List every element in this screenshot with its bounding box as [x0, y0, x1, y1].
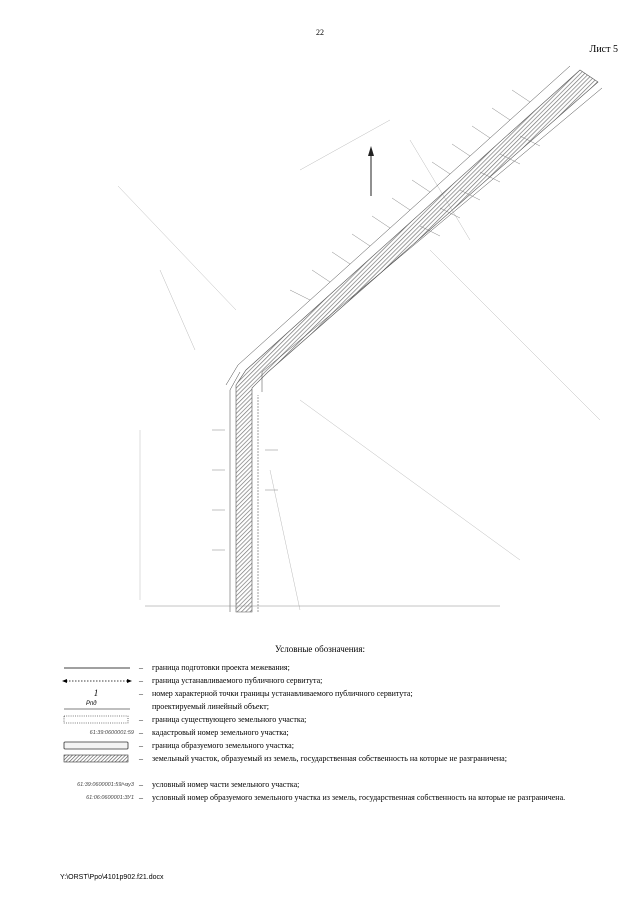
dotted-arrow-line-symbol [60, 675, 132, 686]
solid-line-symbol [60, 662, 132, 673]
legend-text: граница существующего земельного участка; [152, 715, 307, 724]
legend-dash: – [139, 689, 143, 698]
legend-item-point-number [60, 688, 580, 700]
legend-item-existing-parcel [60, 714, 580, 726]
legend-text: номер характерной точки границы устанавливаемого публичного сервитута; [152, 689, 413, 698]
footer-file-path: Y:\ORST\Ppo\4101p902.f21.docx [60, 874, 164, 881]
map-background-lines [118, 120, 600, 610]
page-number: 22 [316, 28, 324, 37]
legend-dash: – [139, 780, 143, 789]
legend-dash: – [139, 741, 143, 750]
cadastral-number-sample: 61:39:0600001:59 [89, 730, 134, 736]
legend-text: граница устанавливаемого публичного сервитута; [152, 676, 323, 685]
legend-dash: – [139, 793, 143, 802]
legend-text: условный номер образуемого земельного участка из земель, государственная собственность на которые не разграничена. [152, 793, 566, 802]
legend-text: проектируемый линейный объект; [152, 702, 269, 711]
legend-item-state-land-parcel [60, 753, 580, 777]
legend-text: кадастровый номер земельного участка; [152, 728, 289, 737]
legend-item-formed-parcel-number [60, 792, 580, 816]
dotted-box-symbol [60, 714, 132, 725]
north-arrow-icon [368, 146, 374, 196]
legend-text: земельный участок, образуемый из земель, государственная собственность на которые не разграничена; [152, 754, 507, 763]
legend-dash: – [139, 663, 143, 672]
legend-item-project-boundary [60, 662, 580, 674]
legend-dash: – [139, 676, 143, 685]
legend-item-formed-parcel [60, 740, 580, 752]
legend-item-linear-object [60, 701, 580, 713]
sheet-label: Лист 5 [589, 44, 618, 55]
point-number-symbol [60, 688, 132, 699]
linear-object-label: Рпд [86, 701, 97, 707]
part-number-sample: 61:39:0600001:59/чзу3 [77, 782, 134, 788]
hatched-box-symbol [60, 753, 132, 764]
legend-title: Условные обозначения: [274, 644, 365, 654]
legend-text: условный номер части земельного участка; [152, 780, 300, 789]
legend-item-cadastral-number [60, 727, 580, 739]
legend-dash: – [139, 754, 143, 763]
outline-box-symbol [60, 740, 132, 751]
formed-parcel-number-sample: 61:06:0600001:ЗУ1 [86, 795, 134, 801]
legend-text: граница подготовки проекта межевания; [152, 663, 290, 672]
point-number-text: 1 [93, 688, 99, 698]
legend-item-part-number [60, 779, 580, 791]
legend-dash: – [139, 728, 143, 737]
legend-dash: – [139, 715, 143, 724]
linear-object-corridor [226, 66, 602, 612]
legend-item-servitude-boundary [60, 675, 580, 687]
legend-text: граница образуемого земельного участка; [152, 741, 294, 750]
